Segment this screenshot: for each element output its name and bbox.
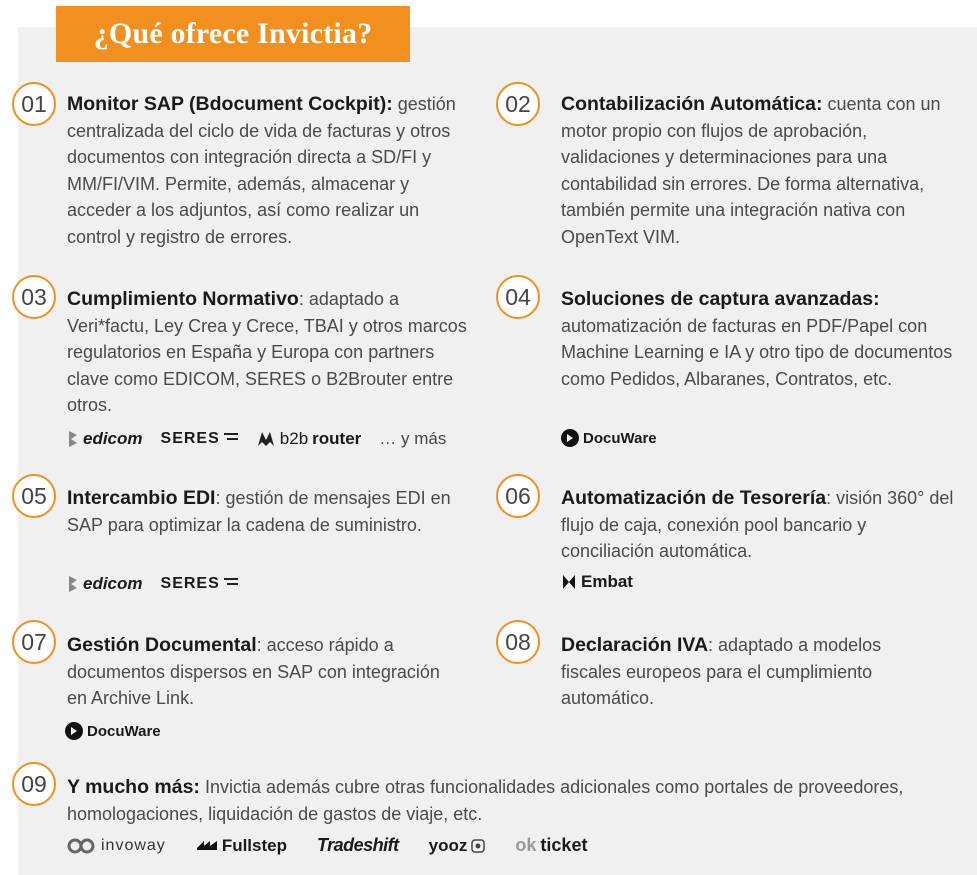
feature-title: Y mucho más:: [67, 776, 200, 798]
feature-body: gestión centralizada del ciclo de vida de facturas y otros documentos con integración directa a SD/FI y MM/FI/VIM. Permite, además, almacenar y acceder a los adjuntos, así como realizar un control y registro de errores.: [67, 94, 456, 247]
seres-logo: SERES: [161, 575, 238, 593]
edicom-icon: [67, 574, 79, 594]
b2brouter-icon: [256, 430, 276, 448]
invoway-logo: invoway: [67, 837, 166, 855]
docuware-logo: DocuWare: [65, 722, 161, 740]
edicom-icon: [67, 429, 79, 449]
feature-title: Contabilización Automática:: [561, 93, 823, 115]
feature-body: automatización de facturas en PDF/Papel con Machine Learning e IA y otro tipo de documentos como Pedidos, Albaranes, Contratos, etc.: [561, 315, 953, 389]
feature-06: [561, 485, 961, 565]
feature-05: [67, 485, 477, 538]
feature-08: [561, 632, 941, 712]
feature-03: [67, 286, 467, 419]
feature-title: Soluciones de captura avanzadas:: [561, 288, 880, 310]
fullstep-icon: [196, 838, 218, 854]
more-label: … y más: [379, 429, 447, 448]
feature-01: [67, 91, 477, 250]
feature-title: Declaración IVA: [561, 634, 709, 656]
number-badge-09: 09: [12, 762, 56, 806]
feature-07: [67, 632, 457, 712]
feature-body: Invictia además cubre otras funcionalidades adicionales como portales de proveedores, homologaciones, liquidación de gastos de viaje, etc.: [67, 777, 904, 824]
number-badge-03: 03: [12, 275, 56, 319]
b2brouter-logo: b2b router: [256, 429, 362, 449]
number-badge-07: 07: [12, 620, 56, 664]
feature-body: cuenta con un motor propio con flujos de aprobación, validaciones y determinaciones para una contabilidad sin errores. De forma alternativa, también permite una integración nativa con OpenText VIM.: [561, 94, 941, 247]
feature-02: [561, 91, 961, 250]
seres-lines-icon: [224, 578, 238, 590]
feature-title: Intercambio EDI: [67, 487, 216, 509]
embat-icon: [561, 573, 577, 591]
yooz-icon: [471, 839, 485, 853]
yooz-logo: yooz: [429, 836, 486, 856]
feature-09: [67, 774, 907, 827]
edicom-logo: edicom: [67, 429, 143, 449]
number-badge-04: 04: [496, 275, 540, 319]
feature-body: : visión 360° del flujo de caja, conexión pool bancario y conciliación automática.: [561, 488, 954, 561]
number-badge-06: 06: [496, 474, 540, 518]
seres-lines-icon: [224, 433, 238, 445]
number-badge-01: 01: [12, 82, 56, 126]
fullstep-logo: Fullstep: [196, 836, 287, 856]
partner-logos-06: [561, 572, 633, 592]
feature-body: : gestión de mensajes EDI en SAP para optimizar la cadena de suministro.: [67, 488, 451, 535]
okticket-logo: ok ticket: [515, 835, 588, 855]
partner-logos-04: [561, 429, 657, 447]
feature-body: : adaptado a modelos fiscales europeos para el cumplimiento automático.: [561, 635, 882, 708]
docuware-icon: [561, 429, 579, 447]
feature-body: : adaptado a Veri*factu, Ley Crea y Crece, TBAI y otros marcos regulatorios en España y Europa con partners clave como EDICOM, SERES o B2Brouter entre otros.: [67, 289, 467, 415]
number-badge-02: 02: [496, 82, 540, 126]
invoway-icon: [67, 838, 97, 854]
feature-title: Cumplimiento Normativo: [67, 288, 299, 310]
feature-title: Automatización de Tesorería: [561, 487, 827, 509]
feature-title: Monitor SAP (Bdocument Cockpit):: [67, 93, 393, 115]
page-title: ¿Qué ofrece Invictia?: [56, 6, 410, 62]
feature-body: : acceso rápido a documentos dispersos en SAP con integración en Archive Link.: [67, 635, 440, 708]
partner-logos-09: [67, 835, 587, 856]
seres-logo: SERES: [161, 430, 238, 448]
feature-04: [561, 286, 966, 392]
embat-logo: Embat: [561, 572, 633, 592]
number-badge-08: 08: [496, 620, 540, 664]
number-badge-05: 05: [12, 474, 56, 518]
docuware-logo: DocuWare: [561, 429, 657, 447]
docuware-icon: [65, 722, 83, 740]
partner-logos-03: [67, 429, 446, 449]
tradeshift-logo: Tradeshift: [316, 835, 399, 855]
feature-title: Gestión Documental: [67, 634, 257, 656]
partner-logos-05: [67, 574, 238, 594]
partner-logos-07: [65, 722, 161, 740]
edicom-logo: edicom: [67, 574, 143, 594]
